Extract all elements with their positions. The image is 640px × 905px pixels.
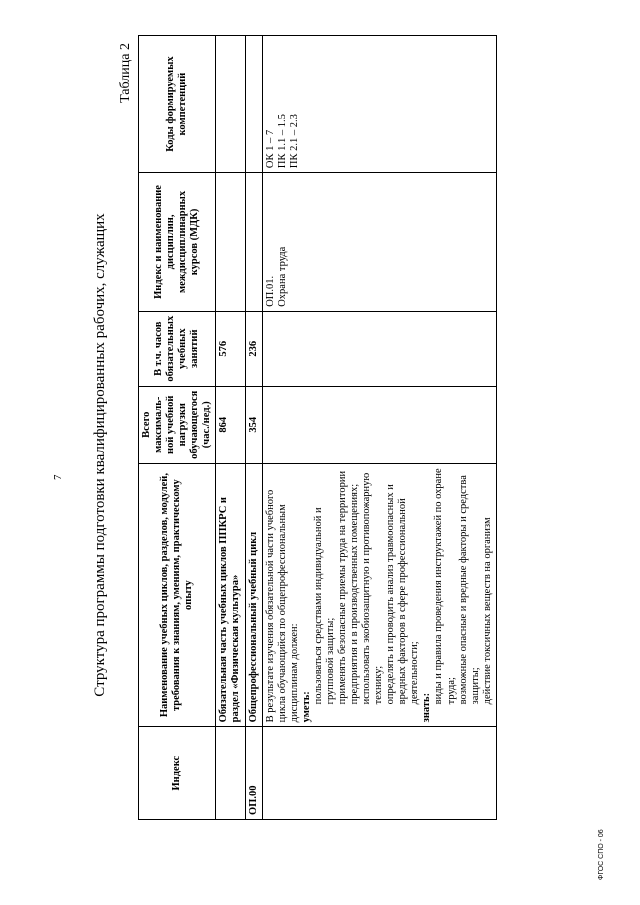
cell-requirements: [262, 463, 496, 727]
discipline-name: Охрана труда: [276, 246, 288, 307]
table-caption: Таблица 2: [118, 43, 133, 103]
cell-index: [262, 727, 496, 820]
header-discipline: Индекс и наименование дисциплин, междисциплинарных курсов (МДК): [139, 173, 216, 312]
header-mandatory: В т.ч. часов обязательных учебных занятий: [139, 311, 216, 386]
knowledge-item: виды и правила проведения инструктажей по охране труда;: [433, 468, 457, 705]
cell-name: Обязательная часть учебных циклов ППКРС и раздел «Физическая культура»: [216, 463, 245, 727]
table-row: [245, 36, 262, 820]
cell-discipline: [245, 173, 262, 312]
cell-codes: [245, 36, 262, 173]
knowledge-item: возможные опасные и вредные факторы и средства защиты;: [457, 475, 481, 705]
header-codes: Коды формируемых компетенций: [139, 36, 216, 173]
footer-code: ФГОС СПО - 06: [598, 829, 605, 880]
cell-total: 354: [245, 386, 262, 463]
cell-total: 864: [216, 386, 245, 463]
cell-codes: [262, 36, 496, 173]
cell-codes: [216, 36, 245, 173]
cell-discipline: [216, 173, 245, 312]
skill-item: применять безопасные приемы труда на территории предприятия и в производственных помещениях;: [336, 470, 360, 705]
skill-item: использовать экобиозащитную и противопожарную технику;: [361, 472, 385, 705]
knowledge-heading: знать:: [421, 692, 433, 723]
competence-code: ПК 1.1 – 1.5: [276, 114, 288, 169]
cell-name: Общепрофессиональный учебный цикл: [245, 463, 262, 727]
skills-heading: уметь:: [300, 691, 312, 723]
skill-item: определять и проводить анализ травмоопасных и вредных факторов в сфере профессиональной деятельности;: [385, 484, 421, 705]
cell-hours: 576: [216, 311, 245, 386]
header-row: [139, 36, 216, 820]
requirements-intro: В результате изучения обязательной части учебного цикла обучающийся по общепрофессиональным дисциплинам должен:: [264, 489, 300, 723]
cell-hours: [262, 311, 496, 386]
table-row: [216, 36, 245, 820]
cell-hours: 236: [245, 311, 262, 386]
discipline-code: ОП.01.: [264, 275, 276, 307]
structure-table: [138, 35, 497, 820]
document-title: Структура программы подготовки квалифицированных рабочих, служащих: [92, 213, 108, 697]
competence-code: ОК 1 – 7: [264, 129, 276, 169]
competence-code: ПК 2.1 – 2.3: [288, 114, 300, 169]
cell-total: [262, 386, 496, 463]
table-row: [262, 36, 496, 820]
cell-index: [216, 727, 245, 820]
cell-discipline: [262, 173, 496, 312]
rotated-page: [80, 35, 640, 865]
skill-item: пользоваться средствами индивидуальной и групповой защиты;: [312, 507, 336, 705]
header-index: Индекс: [139, 727, 216, 820]
header-name: Наименование учебных циклов, разделов, модулей, требования к знаниям, умениям, практическому опыту: [139, 463, 216, 727]
header-total: Всего максималь-ной учебной нагрузки обучающегося (час./нед.): [139, 386, 216, 463]
knowledge-item: действие токсичных веществ на организм: [481, 517, 493, 705]
page-number: 7: [52, 474, 64, 480]
cell-index: ОП.00: [245, 727, 262, 820]
